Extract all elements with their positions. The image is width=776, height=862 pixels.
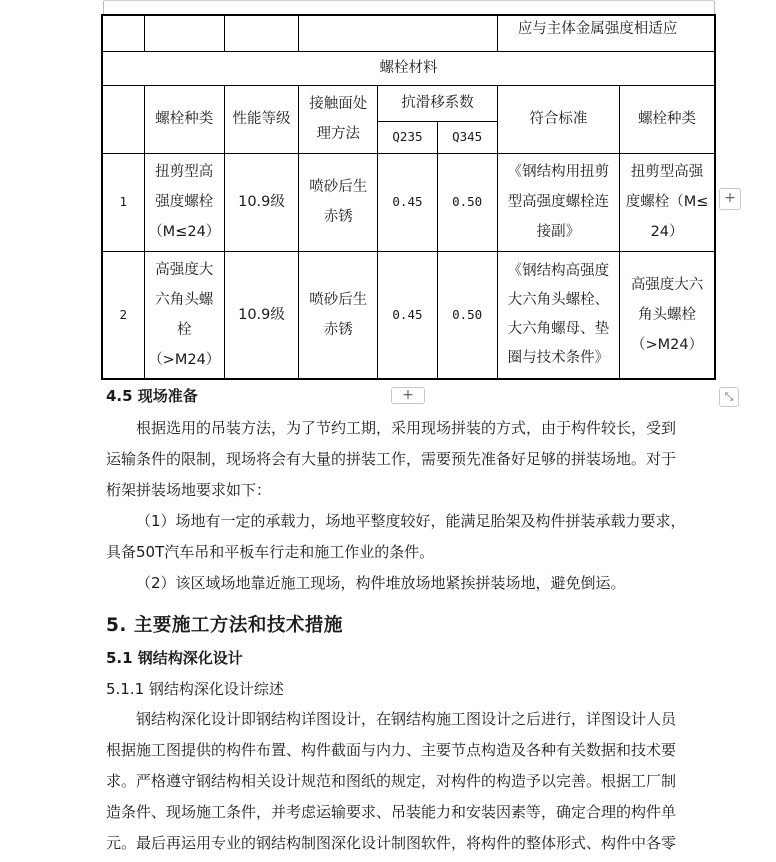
cell-line: 强度螺栓: [155, 194, 214, 210]
cell-grade: 10.9级: [238, 306, 285, 323]
table-cell[interactable]: [224, 15, 298, 51]
paragraph-line: 具备50T汽车吊和平板车行走和施工作业的条件。: [106, 543, 435, 561]
cell-line: 栓（>M24）: [148, 321, 221, 368]
heading-5: 5. 主要施工方法和技术措施: [106, 615, 343, 636]
header-q345: Q345: [452, 129, 483, 144]
cell-line: 《钢结构用扭剪: [507, 164, 610, 180]
table-header-cell[interactable]: [437, 121, 497, 153]
table-cell[interactable]: [497, 251, 619, 379]
table-header-cell[interactable]: [144, 85, 224, 153]
paragraph-line: 钢结构深化设计即钢结构详图设计，在钢结构施工图设计之后进行，详图设计人员: [136, 710, 677, 728]
table-section-title[interactable]: [102, 51, 715, 85]
table-cell[interactable]: [620, 153, 715, 251]
table-row: [102, 153, 715, 251]
heading-5-1-1: 5.1.1 钢结构深化设计综述: [106, 680, 284, 698]
header-q235: Q235: [392, 129, 423, 144]
header-bolt-type-2: 螺栓种类: [638, 111, 697, 127]
heading-4-5: 4.5 现场准备: [106, 387, 198, 405]
cell-line: 六角头螺: [155, 291, 214, 308]
cell-line: 型高强度螺栓连: [507, 194, 610, 210]
table-row: [102, 15, 715, 51]
cell-line: 赤锈: [323, 209, 353, 225]
paragraph-line: 根据选用的吊装方法，为了节约工期，采用现场拼装的方式，由于构件较长，受到: [136, 419, 677, 437]
paragraph-line: （2）该区域场地靠近施工现场，构件堆放场地紧挨拼装场地，避免倒运。: [136, 574, 626, 592]
header-grade: 性能等级: [232, 111, 291, 127]
paragraph-line: 桁架拼装场地要求如下：: [106, 481, 272, 499]
plus-icon: +: [724, 190, 736, 206]
cell-line: 喷砂后生: [309, 291, 368, 308]
table-header-cell[interactable]: [299, 85, 378, 153]
bolt-material-table: [101, 14, 716, 380]
cell-q235: 0.45: [392, 194, 423, 209]
table-cell[interactable]: [620, 251, 715, 379]
table-row: [102, 251, 715, 379]
table-header-cell[interactable]: [224, 85, 298, 153]
cell-q345: 0.50: [452, 194, 483, 209]
table-cell[interactable]: [144, 153, 224, 251]
cell-line: 扭剪型高: [155, 164, 214, 180]
cell-line: （M≤24）: [148, 224, 221, 240]
cell-line: （>M24）: [631, 336, 704, 353]
header-standard: 符合标准: [529, 111, 588, 127]
paragraph-line: 运输条件的限制，现场将会有大量的拼装工作，需要预先准备好足够的拼装场地。对于: [106, 450, 677, 468]
cell-line: 角头螺栓: [638, 306, 697, 323]
paragraph-line: （1）场地有一定的承载力，场地平整度较好，能满足胎架及构件拼装承载力要求，: [136, 512, 686, 530]
table-cell[interactable]: [378, 251, 437, 379]
cell-line: 大六角螺母、垫: [507, 320, 610, 337]
header-surface-line2: 理方法: [316, 126, 360, 142]
add-column-button[interactable]: [719, 188, 741, 210]
paragraph-line: 求。严格遵守钢结构相关设计规范和图纸的规定，对构件的构造予以完善。根据工厂制: [106, 772, 677, 790]
table-cell[interactable]: [437, 251, 497, 379]
cell-line: 喷砂后生: [309, 179, 368, 195]
header-bolt-type: 螺栓种类: [155, 111, 214, 127]
row-number: 2: [119, 306, 128, 322]
cell-q235: 0.45: [392, 306, 423, 322]
table-cell[interactable]: [299, 15, 498, 51]
section-title-text: 螺栓材料: [379, 60, 438, 76]
cell-line: 接副》: [536, 224, 581, 240]
row-number: 1: [119, 194, 128, 209]
table-resize-handle[interactable]: [719, 387, 739, 407]
table-header-row: [102, 85, 715, 121]
cell-line: 《钢结构高强度: [507, 262, 610, 279]
table-cell-no[interactable]: [102, 251, 144, 379]
resize-icon: ⤡: [724, 390, 734, 403]
paragraph-line: 根据施工图提供的构件布置、构件截面与内力、主要节点构造及各种有关数据和技术要: [106, 741, 677, 759]
cell-line: 大六角头螺栓、: [507, 291, 610, 308]
table-cell[interactable]: [497, 15, 715, 51]
table-cell[interactable]: [437, 153, 497, 251]
page-margin-guide: [104, 0, 714, 15]
cell-line: 度螺栓（M≤: [625, 194, 709, 210]
table-cell[interactable]: [497, 153, 619, 251]
header-surface-line1: 接触面处: [309, 96, 368, 112]
cell-line: 高强度大六: [630, 276, 704, 293]
table-header-cell[interactable]: [102, 85, 144, 153]
header-slip-coef: 抗滑移系数: [401, 95, 474, 111]
paragraph-line: 元。最后再运用专业的钢结构制图深化设计制图软件，将构件的整体形式、构件中各零: [106, 834, 677, 852]
table-cell[interactable]: [144, 15, 224, 51]
cell-grade: 10.9级: [238, 194, 285, 210]
cell-text: 应与主体金属强度相适应: [517, 21, 678, 37]
table-cell[interactable]: [102, 15, 144, 51]
plus-icon: +: [402, 387, 414, 403]
table-row: [102, 51, 715, 85]
paragraph-line: 造条件、现场施工条件，并考虑运输要求、吊装能力和安装因素等，确定合理的构件单: [106, 803, 677, 821]
table-header-cell[interactable]: [620, 85, 715, 153]
table-header-cell[interactable]: [378, 85, 497, 121]
table-cell[interactable]: [378, 153, 437, 251]
table-header-cell[interactable]: [497, 85, 619, 153]
cell-line: 赤锈: [323, 321, 353, 338]
table-cell[interactable]: [224, 153, 298, 251]
table-cell[interactable]: [299, 153, 378, 251]
heading-5-1: 5.1 钢结构深化设计: [106, 649, 243, 667]
cell-line: 24）: [650, 224, 684, 240]
cell-line: 圈与技术条件》: [507, 349, 610, 366]
table-cell[interactable]: [144, 251, 224, 379]
table-cell[interactable]: [299, 251, 378, 379]
cell-q345: 0.50: [452, 306, 483, 322]
cell-line: 扭剪型高强: [630, 164, 704, 180]
table-cell-no[interactable]: [102, 153, 144, 251]
table-cell[interactable]: [224, 251, 298, 379]
cell-line: 高强度大: [155, 261, 214, 278]
table-header-cell[interactable]: [378, 121, 437, 153]
